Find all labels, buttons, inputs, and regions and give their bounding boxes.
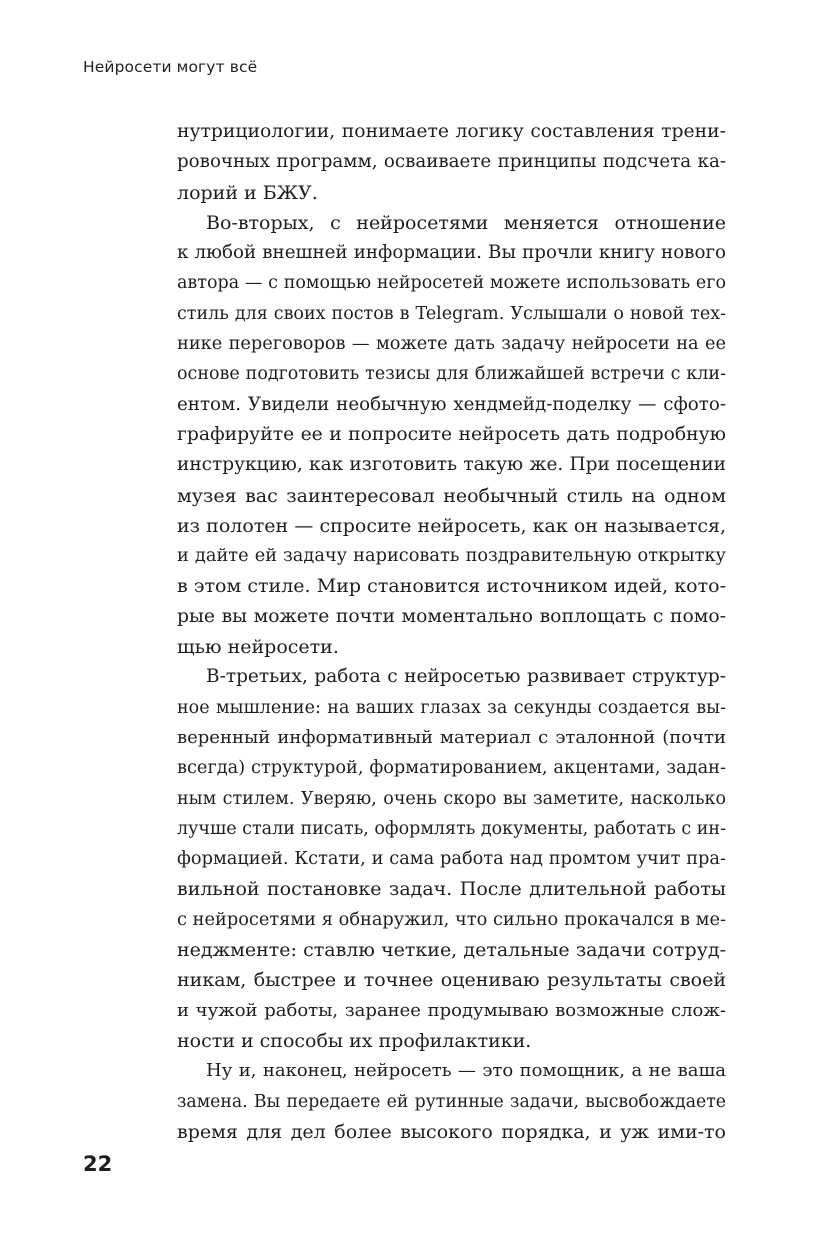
text-line: ным стилем. Уверяю, очень скоро вы заметите, насколько xyxy=(177,788,726,809)
text-line: к любой внешней информации. Вы прочли книгу нового xyxy=(177,242,726,264)
text-line: лорий и БЖУ. xyxy=(177,181,318,204)
text-line: автора — с помощью нейросетей можете использовать его xyxy=(177,273,726,294)
text-line: В-третьих, работа с нейросетью развивает структур- xyxy=(206,666,726,688)
text-line: щью нейросети. xyxy=(177,636,339,659)
text-line: графируйте ее и попросите нейросеть дать подробную xyxy=(177,423,726,445)
body-text xyxy=(177,117,726,1147)
text-line: основе подготовить тезисы для ближайшей встречи с кли- xyxy=(177,364,726,385)
text-line: вильной постановке задач. После длительной работы xyxy=(177,878,726,901)
text-line: никам, быстрее и точнее оцениваю результаты своей xyxy=(177,969,726,992)
text-line: Во-вторых, с нейросетями меняется отношение xyxy=(206,211,726,234)
text-line: время для дел более высокого порядка, и уж ими-то xyxy=(177,1120,726,1143)
text-line: ентом. Увидели необычную хендмейд-поделку — сфото- xyxy=(177,393,726,415)
text-line: рые вы можете почти моментально воплощать с помо- xyxy=(177,605,726,627)
text-line: Ну и, наконец, нейросеть — это помощник, а не ваша xyxy=(206,1060,726,1082)
text-line: стиль для своих постов в Telegram. Услышали о новой тех- xyxy=(177,303,726,324)
text-line: всегда) структурой, форматированием, акцентами, задан- xyxy=(177,758,726,779)
text-line: замена. Вы передаете ей рутинные задачи, высвобождаете xyxy=(177,1091,726,1112)
text-line: ное мышление: на ваших глазах за секунды создается вы- xyxy=(177,697,726,718)
text-line: музея вас заинтересовал необычный стиль на одном xyxy=(177,484,726,507)
text-line: из полотен — спросите нейросеть, как он называется, xyxy=(177,514,726,537)
text-line: и дайте ей задачу нарисовать поздравительную открытку xyxy=(177,546,726,567)
text-line: и чужой работы, заранее продумываю возможные слож- xyxy=(177,999,726,1021)
text-line: веренный информативный материал с эталонной (почти xyxy=(177,726,726,748)
text-line: инструкцию, как изготовить такую же. При посещении xyxy=(177,454,726,476)
text-line: с нейросетями я обнаружил, что сильно прокачался в ме- xyxy=(177,909,726,930)
text-line: неджменте: ставлю четкие, детальные задачи сотруд- xyxy=(177,939,726,962)
text-line: ровочных программ, осваиваете принципы подсчета ка- xyxy=(177,151,726,173)
text-line: в этом стиле. Мир становится источником идей, кото- xyxy=(177,575,726,598)
text-line: нике переговоров — можете дать задачу нейросети на ее xyxy=(177,334,726,355)
running-head-title: Нейросети могут всё xyxy=(83,58,258,76)
page-number: 22 xyxy=(83,1152,113,1176)
text-line: нутрициологии, понимаете логику составления трени- xyxy=(177,121,726,142)
text-line: ности и способы их профилактики. xyxy=(177,1029,532,1052)
text-line: формацией. Кстати, и сама работа над промтом учит пра- xyxy=(177,849,726,870)
text-line: лучше стали писать, оформлять документы, работать с ин- xyxy=(177,818,726,839)
